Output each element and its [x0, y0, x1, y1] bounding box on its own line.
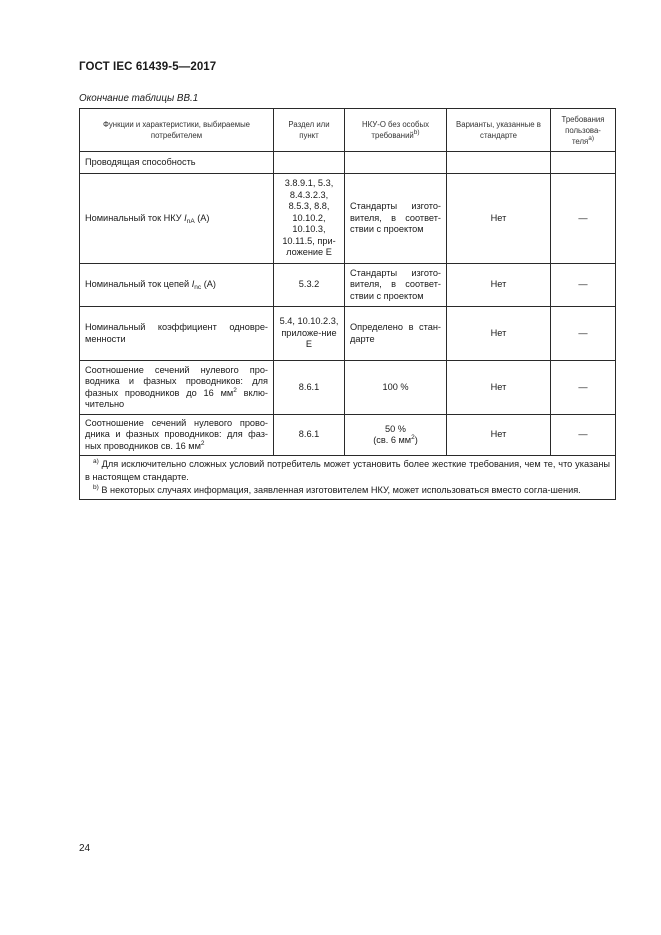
requirements-table [79, 108, 616, 500]
clause-cell: 8.6.1 [274, 415, 345, 456]
function-cell: Соотношение сечений нулевого прово-дника и фазных проводников: для фаз-ных проводников св. 16 $мм^2$ [80, 415, 274, 456]
requirement-cell: 100 % [345, 361, 447, 415]
col-header-function: Функции и характеристики, выбираемые потребителем [80, 109, 274, 152]
requirement-cell: Стандарты изгото-вителя, в соответ-ствии с проектом [345, 264, 447, 307]
col-header-default: НКУ-О без особых требований$^{b)}$ [345, 109, 447, 152]
table-row [80, 264, 616, 307]
table-caption: Окончание таблицы ВВ.1 [79, 93, 199, 104]
footnote-b: $^{b)}$ В некоторых случаях информация, заявленная изготовителем НКУ, может использоваться вместо согла-шения. [93, 484, 581, 495]
function-cell: Номинальный ток цепей $I_{nc}$ (А) [80, 264, 274, 307]
function-cell: Номинальный коэффициент одновре-менности [80, 307, 274, 361]
options-cell: Нет [447, 307, 551, 361]
footnote-a: $^{a)}$ Для исключительно сложных условий потребитель может установить более жесткие требования, чем те, что указаны в настоящем стандарте. [85, 458, 610, 482]
table-row [80, 174, 616, 264]
options-cell: Нет [447, 174, 551, 264]
requirement-cell: Определено в стан-дарте [345, 307, 447, 361]
function-cell: Соотношение сечений нулевого про-водника и фазных проводников: для фазных проводников до 16 $мм^2$ вклю-чительно [80, 361, 274, 415]
clause-cell: 5.4, 10.10.2.3, приложе-ние Е [274, 307, 345, 361]
col-header-clause: Раздел или пункт [274, 109, 345, 152]
user-cell: — [551, 361, 616, 415]
col-header-options: Варианты, указанные в стандарте [447, 109, 551, 152]
clause-cell: 3.8.9.1, 5.3, 8.4.3.2.3, 8.5.3, 8.8, 10.10.2, 10.10.3, 10.11.5, при-ложение Е [274, 174, 345, 264]
page-number: 24 [79, 843, 91, 854]
user-cell: — [551, 307, 616, 361]
table-row [80, 415, 616, 456]
table-notes [80, 456, 616, 500]
table-header-row [80, 109, 616, 152]
table-row [80, 152, 616, 174]
table-notes-row [80, 456, 616, 500]
user-cell: — [551, 264, 616, 307]
options-cell: Нет [447, 415, 551, 456]
document-title: ГОСТ IEC 61439-5—2017 [79, 61, 217, 73]
table-row [80, 361, 616, 415]
user-cell: — [551, 415, 616, 456]
requirement-cell: Стандарты изгото-вителя, в соответ-ствии с проектом [345, 174, 447, 264]
section-title-cell: Проводящая способность [80, 152, 274, 174]
function-cell: Номинальный ток НКУ $I_{nA}$ (А) [80, 174, 274, 264]
user-cell: — [551, 174, 616, 264]
requirement-cell: 50 % (св. 6 $мм^2$) [345, 415, 447, 456]
options-cell: Нет [447, 264, 551, 307]
clause-cell: 8.6.1 [274, 361, 345, 415]
clause-cell: 5.3.2 [274, 264, 345, 307]
options-cell: Нет [447, 361, 551, 415]
col-header-user: Требования пользова-теля$^{a)}$ [551, 109, 616, 152]
table-row [80, 307, 616, 361]
